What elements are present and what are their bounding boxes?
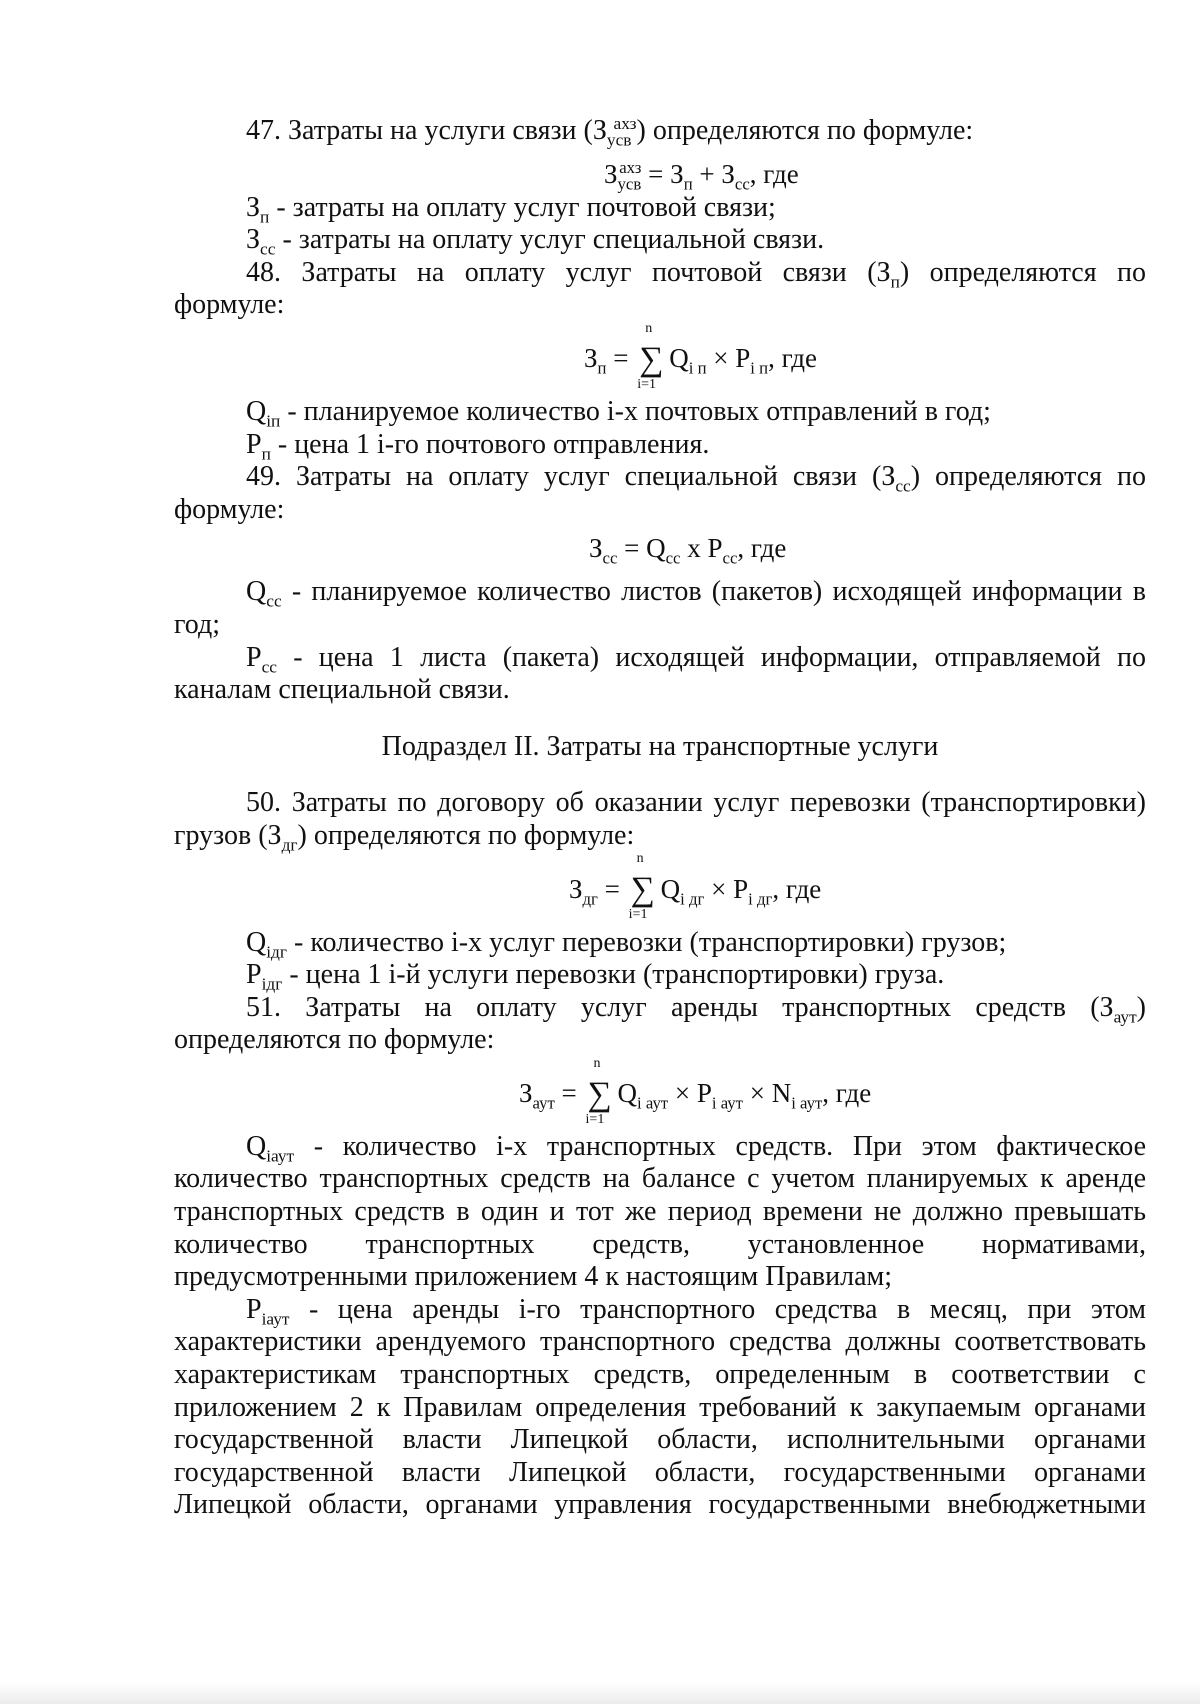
- definition-piaut-line7: Липецкой области, органами управления государственными внебюджетными: [174, 1489, 1146, 1521]
- definition-piaut-line6: государственной власти Липецкой области, государственными органами: [174, 1456, 1146, 1488]
- definition-pp: $P_п$ - цена 1 i-го почтового отправления.: [246, 428, 710, 464]
- definition-pidg: $P_{iдг}$ - цена 1 i-й услуги перевозки (транспортировки) груза.: [246, 959, 945, 994]
- page-bottom-edge: [0, 1682, 1200, 1704]
- definition-zss: $З_{сс}$ - затраты на оплату услуг специальной связи.: [246, 224, 825, 259]
- definition-qiaut-line2: количество транспортных средств на балансе с учетом планируемых к аренде: [174, 1163, 1146, 1195]
- paragraph-49-line2: формуле:: [174, 493, 285, 525]
- definition-qiaut-line1: $Q_{iаут}$ - количество i-х транспортных средств. При этом фактическое: [246, 1130, 1146, 1166]
- definition-qiaut-line4: количество транспортных средств, установленное нормативами,: [174, 1228, 1146, 1260]
- paragraph-47: 47. Затраты на услуги связи $(З_{усв}^{ахз})$ определяются по формуле:: [246, 113, 974, 150]
- sum-operator: n ∑ i=1: [585, 1055, 612, 1127]
- definition-qip: $Q_{iп}$ - планируемое количество i-х почтовых отправлений в год;: [246, 395, 991, 431]
- paragraph-48-line2: формуле:: [174, 289, 285, 321]
- paragraph-51-line2: определяются по формуле:: [174, 1024, 495, 1056]
- definition-qiaut-line3: транспортных средств в один и тот же период времени не должно превышать: [174, 1196, 1146, 1228]
- subsection-title: Подраздел II. Затраты на транспортные услуги: [381, 730, 939, 762]
- definition-zp: $З_п$ - затраты на оплату услуг почтовой связи;: [246, 191, 776, 227]
- definition-piaut-line2: характеристики арендуемого транспортного средства должны соответствовать: [174, 1326, 1146, 1358]
- formula-48: $З_п$ = n ∑ i=1 $Q_{i п} \times P_{i п}$, где: [584, 320, 818, 392]
- sum-operator: n ∑ i=1: [637, 320, 664, 392]
- definition-piaut-line1: $P_{iаут}$ - цена аренды i-го транспортного средства в месяц, при этом: [246, 1293, 1146, 1329]
- paragraph-48-line1: 48. Затраты на оплату услуг почтовой связи $(З_п)$ определяются по: [246, 256, 1146, 292]
- paragraph-51-line1: 51. Затраты на оплату услуг аренды транспортных средств $(З_{аут})$: [246, 991, 1146, 1027]
- paragraph-50-line1: 50. Затраты по договору об оказании услуг перевозки (транспортировки): [246, 787, 1146, 819]
- definition-piaut-line4: приложением 2 к Правилам определения требований к закупаемым органами: [174, 1391, 1146, 1423]
- sum-operator: n ∑ i=1: [628, 851, 655, 923]
- definition-qidg: $Q_{iдг}$ - количество i-х услуг перевозки (транспортировки) грузов;: [246, 926, 1007, 962]
- formula-47: $З_{усв}^{ахз} = З_п + З_{сс}$, где: [604, 157, 799, 193]
- formula-51: $З_{аут}$ = n ∑ i=1 $Q_{i аут} \times P_{i аут} \times N_{i аут}$, где: [519, 1055, 872, 1127]
- paragraph-50-line2: грузов $(З_{дг})$ определяются по формуле:: [174, 819, 635, 855]
- definition-piaut-line3: характеристикам транспортных средств, определенным в соответствии с: [174, 1359, 1146, 1391]
- definition-pss-line1: $P_{сс}$ - цена 1 листа (пакета) исходящей информации, отправляемой по: [246, 641, 1146, 677]
- paragraph-49-line1: 49. Затраты на оплату услуг специальной связи $(З_{сс})$ определяются по: [246, 461, 1146, 496]
- definition-qss-line1: $Q_{сс}$ - планируемое количество листов (пакетов) исходящей информации в: [246, 576, 1146, 611]
- formula-49: $З_{сс} = Q_{сс}$ х $P_{сс}$, где: [589, 533, 787, 568]
- definition-qss-line2: год;: [174, 608, 221, 640]
- definition-piaut-line5: государственной власти Липецкой области, исполнительными органами: [174, 1424, 1146, 1456]
- formula-50: $З_{дг}$ = n ∑ i=1 $Q_{i дг} \times P_{i дг}$, где: [569, 851, 822, 923]
- definition-qiaut-line5: предусмотренными приложением 4 к настоящим Правилам;: [174, 1261, 892, 1293]
- document-body: [174, 115, 1146, 1522]
- definition-pss-line2: каналам специальной связи.: [174, 674, 510, 706]
